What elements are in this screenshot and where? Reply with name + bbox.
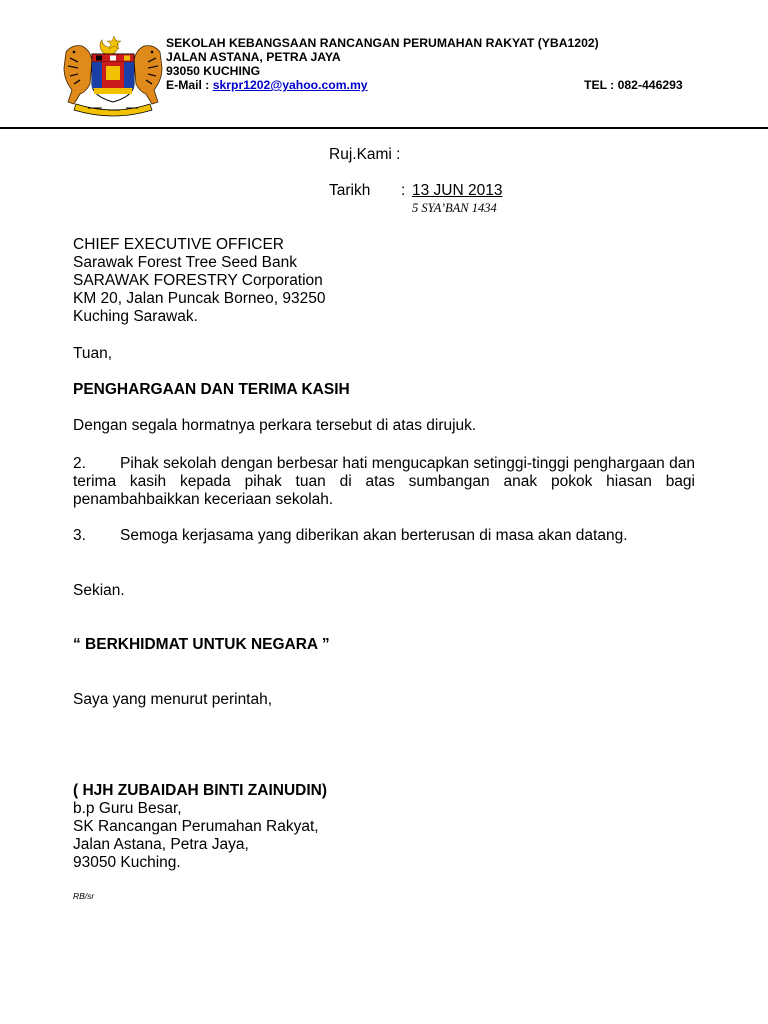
email-link[interactable]: skrpr1202@yahoo.com.my <box>212 78 368 92</box>
motto: “ BERKHIDMAT UNTUK NEGARA ” <box>73 636 330 653</box>
closing: Sekian. <box>73 582 125 599</box>
signatory-line: b.p Guru Besar, <box>73 800 182 817</box>
ruj-kami-label: Ruj.Kami : <box>329 146 401 163</box>
address-line-2: 93050 KUCHING <box>166 64 261 78</box>
telephone: TEL : 082-446293 <box>584 78 683 92</box>
address-line-1: JALAN ASTANA, PETRA JAYA <box>166 50 341 64</box>
signatory-line: 93050 Kuching. <box>73 854 181 871</box>
hijri-date: 5 SYA’BAN 1434 <box>412 201 497 215</box>
salutation: Tuan, <box>73 345 113 362</box>
signatory-name: ( HJH ZUBAIDAH BINTI ZAINUDIN) <box>73 782 328 799</box>
header-rule <box>0 127 768 129</box>
crest-icon <box>58 32 168 118</box>
letter-date: 13 JUN 2013 <box>412 182 503 199</box>
signatory-line: SK Rancangan Perumahan Rakyat, <box>73 818 319 835</box>
subject-heading: PENGHARGAAN DAN TERIMA KASIH <box>73 381 350 398</box>
school-name: SEKOLAH KEBANGSAAN RANCANGAN PERUMAHAN RAKYAT (YBA1202) <box>166 36 599 50</box>
paragraph-2-text: Pihak sekolah dengan berbesar hati mengucapkan setinggi-tinggi penghargaan dan terima kasih kepada pihak tuan di atas sumbangan anak pokok hiasan bagi penambahbaikkan keceriaan sekolah. <box>73 455 695 508</box>
tarikh-colon: : <box>401 182 406 199</box>
recipient-line: SARAWAK FORESTRY Corporation <box>73 272 323 289</box>
recipient-line: Sarawak Forest Tree Seed Bank <box>73 254 298 271</box>
paragraph-3-text: Semoga kerjasama yang diberikan akan berterusan di masa akan datang. <box>120 527 628 544</box>
sign-off: Saya yang menurut perintah, <box>73 691 273 708</box>
signatory-line: Jalan Astana, Petra Jaya, <box>73 836 249 853</box>
email-label: E-Mail : <box>166 78 210 92</box>
recipient-line: Kuching Sarawak. <box>73 308 198 325</box>
recipient-line: KM 20, Jalan Puncak Borneo, 93250 <box>73 290 326 307</box>
email-line <box>166 78 368 92</box>
recipient-line: CHIEF EXECUTIVE OFFICER <box>73 236 284 253</box>
paragraph-2 <box>73 455 695 509</box>
paragraph-1: Dengan segala hormatnya perkara tersebut di atas dirujuk. <box>73 417 477 434</box>
paragraph-3-number: 3. <box>73 527 86 544</box>
reference-initials: RB/sr <box>73 891 95 901</box>
paragraph-2-number: 2. <box>73 455 86 472</box>
paragraph-3 <box>73 527 628 545</box>
tarikh-label: Tarikh <box>329 182 371 199</box>
